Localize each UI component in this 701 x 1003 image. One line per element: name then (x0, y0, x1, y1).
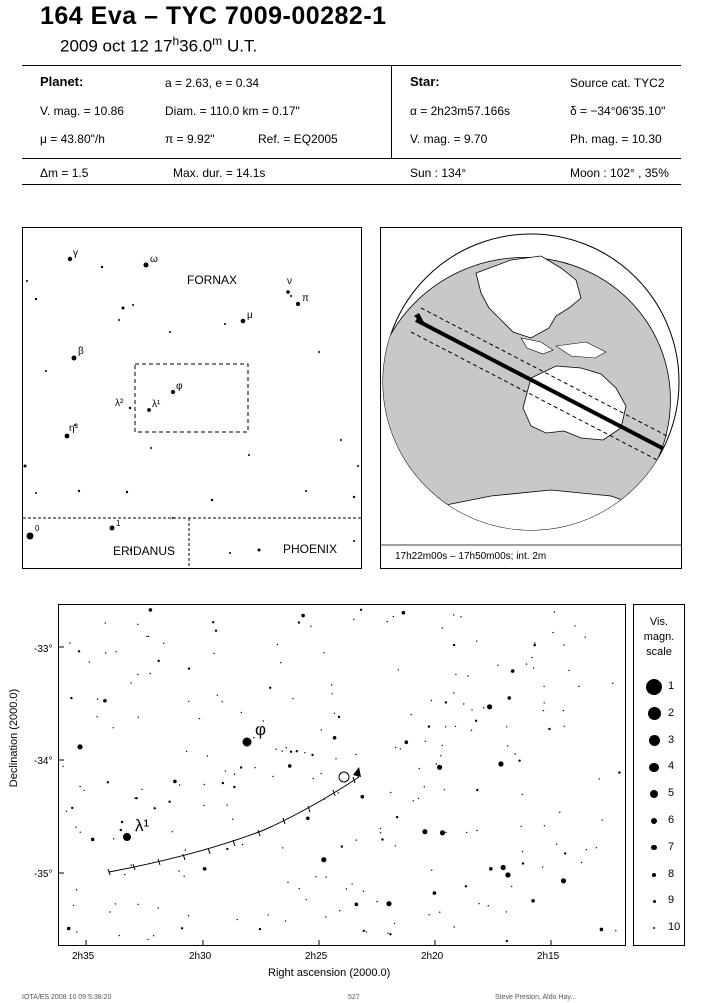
detail-svg (59, 605, 625, 945)
date-text: 2009 oct 12 17 (60, 36, 173, 56)
scale-dot (651, 818, 658, 825)
scale-row (634, 811, 684, 831)
label-lambda1: λ¹ (152, 399, 161, 410)
detail-label-phi: φ (255, 720, 267, 739)
info-mid-rule (22, 158, 681, 159)
max-duration: Max. dur. = 14.1s (173, 166, 266, 180)
scale-dot (653, 927, 655, 929)
planet-reference: Ref. = EQ2005 (258, 132, 338, 146)
scale-label: 3 (668, 733, 675, 746)
ra-tick-2h30: 2h30 (189, 951, 212, 962)
scale-dot (648, 707, 661, 720)
scale-title-line: magn. (643, 631, 675, 643)
footer-right: Steve Preston, Aldo Hay... (495, 994, 577, 1001)
hour-unit: h (172, 34, 180, 48)
scale-dot (649, 735, 660, 746)
planet-motion: μ = 43.80"/h (40, 132, 105, 146)
planet-diameter: Diam. = 110.0 km = 0.17" (165, 104, 300, 118)
scale-label: 8 (668, 867, 675, 880)
minute-text: 36.0 (179, 36, 213, 56)
planet-vmag: V. mag. = 10.86 (40, 104, 124, 118)
star-phi (243, 738, 252, 747)
scale-label: 7 (668, 840, 675, 853)
scale-row (634, 677, 684, 697)
path-arrow (353, 767, 361, 777)
scale-dot (653, 900, 656, 903)
info-top-rule (22, 65, 681, 66)
magnitude-scale (633, 604, 685, 946)
label-pi: π (302, 293, 309, 304)
page-title: 164 Eva – TYC 7009-00282-1 (40, 2, 387, 30)
ut-label: U.T. (222, 36, 258, 56)
planet-parallax: π = 9.92" (165, 132, 215, 146)
scale-label: 2 (668, 706, 675, 719)
ra-tick-2h35: 2h35 (72, 951, 95, 962)
scale-row (634, 865, 684, 885)
scale-row (634, 757, 684, 777)
scale-label: 4 (668, 760, 675, 773)
scale-row (634, 918, 684, 938)
star-ra: α = 2h23m57.166s (410, 104, 511, 118)
label-mu: μ (247, 310, 253, 321)
label-phi: φ (176, 381, 183, 392)
finder-labels (35, 248, 337, 558)
footer-left: IOTA/ES 2008 10 09 5:38:20 (22, 994, 112, 1001)
star-heading: Star: (410, 74, 440, 89)
scale-row (634, 838, 684, 858)
star-lambda1 (123, 833, 131, 841)
mag-drop: Δm = 1.5 (40, 166, 89, 180)
constellation-eridanus: ERIDANUS (113, 544, 176, 558)
info-bottom-rule (22, 184, 681, 185)
sun-elongation: Sun : 134° (410, 166, 467, 180)
scale-title-line: Vis. (649, 616, 669, 628)
field-stars (62, 608, 620, 942)
event-datetime (60, 34, 257, 57)
dec-tick-35: -35° (34, 869, 53, 880)
scale-label: 10 (668, 921, 681, 934)
scale-dot (649, 763, 659, 773)
x-axis-label: Right ascension (2000.0) (268, 967, 391, 979)
scale-title (634, 615, 684, 660)
globe-caption: 17h22m00s – 17h50m00s; int. 2m (395, 551, 547, 562)
scale-label: 5 (668, 787, 675, 800)
label-lambda2: λ² (115, 398, 124, 409)
label-eta3: η³ (69, 423, 78, 434)
scale-dot (651, 845, 656, 850)
label-gamma: γ (73, 248, 78, 259)
scale-label: 1 (668, 680, 675, 692)
scale-dot (646, 679, 662, 695)
star-dec: δ = −34°06'35.10" (570, 104, 666, 118)
minute-unit: m (212, 34, 223, 48)
constellation-fornax: FORNAX (187, 273, 238, 287)
finder-stars (24, 257, 362, 554)
constellation-phoenix: PHOENIX (283, 542, 338, 556)
star-phmag: Ph. mag. = 10.30 (570, 132, 662, 146)
ra-tick-marks (59, 647, 551, 945)
scale-label: 9 (668, 894, 675, 907)
planet-heading: Planet: (40, 74, 84, 89)
scale-row (634, 891, 684, 911)
target-star (339, 772, 349, 782)
ra-tick-2h20: 2h20 (421, 951, 444, 962)
scale-label: 6 (668, 814, 675, 826)
dec-tick-34: -34° (34, 756, 53, 767)
moon-info: Moon : 102° , 35% (570, 166, 669, 180)
field-box (135, 364, 248, 432)
scale-dot (652, 873, 656, 877)
star-source: Source cat. TYC2 (570, 76, 665, 90)
globe-panel (380, 227, 682, 569)
star-vmag: V. mag. = 9.70 (410, 132, 488, 146)
detail-chart (58, 604, 626, 946)
dec-tick-33: -33° (34, 644, 53, 655)
label-beta: β (78, 346, 84, 357)
info-divider (391, 66, 392, 158)
scale-row (634, 784, 684, 804)
globe-svg (381, 228, 681, 568)
label-omega: ω (150, 254, 158, 265)
label-zero: 0 (35, 524, 40, 533)
y-axis-label-box (4, 620, 22, 860)
ra-tick-2h15: 2h15 (537, 951, 560, 962)
scale-row (634, 704, 684, 724)
label-nu: ν (287, 276, 292, 287)
label-one: 1 (116, 519, 121, 528)
footer-mid: 527 (348, 994, 360, 1001)
scale-dot (650, 790, 658, 798)
ra-tick-2h25: 2h25 (305, 951, 328, 962)
scale-row (634, 731, 684, 751)
detail-label-lambda1: λ¹ (135, 816, 150, 835)
finder-chart (22, 227, 362, 569)
finder-svg (23, 228, 361, 568)
scale-title-line: scale (646, 646, 672, 658)
y-axis-label: Declination (2000.0) (8, 688, 20, 788)
planet-orbit: a = 2.63, e = 0.34 (165, 76, 260, 90)
